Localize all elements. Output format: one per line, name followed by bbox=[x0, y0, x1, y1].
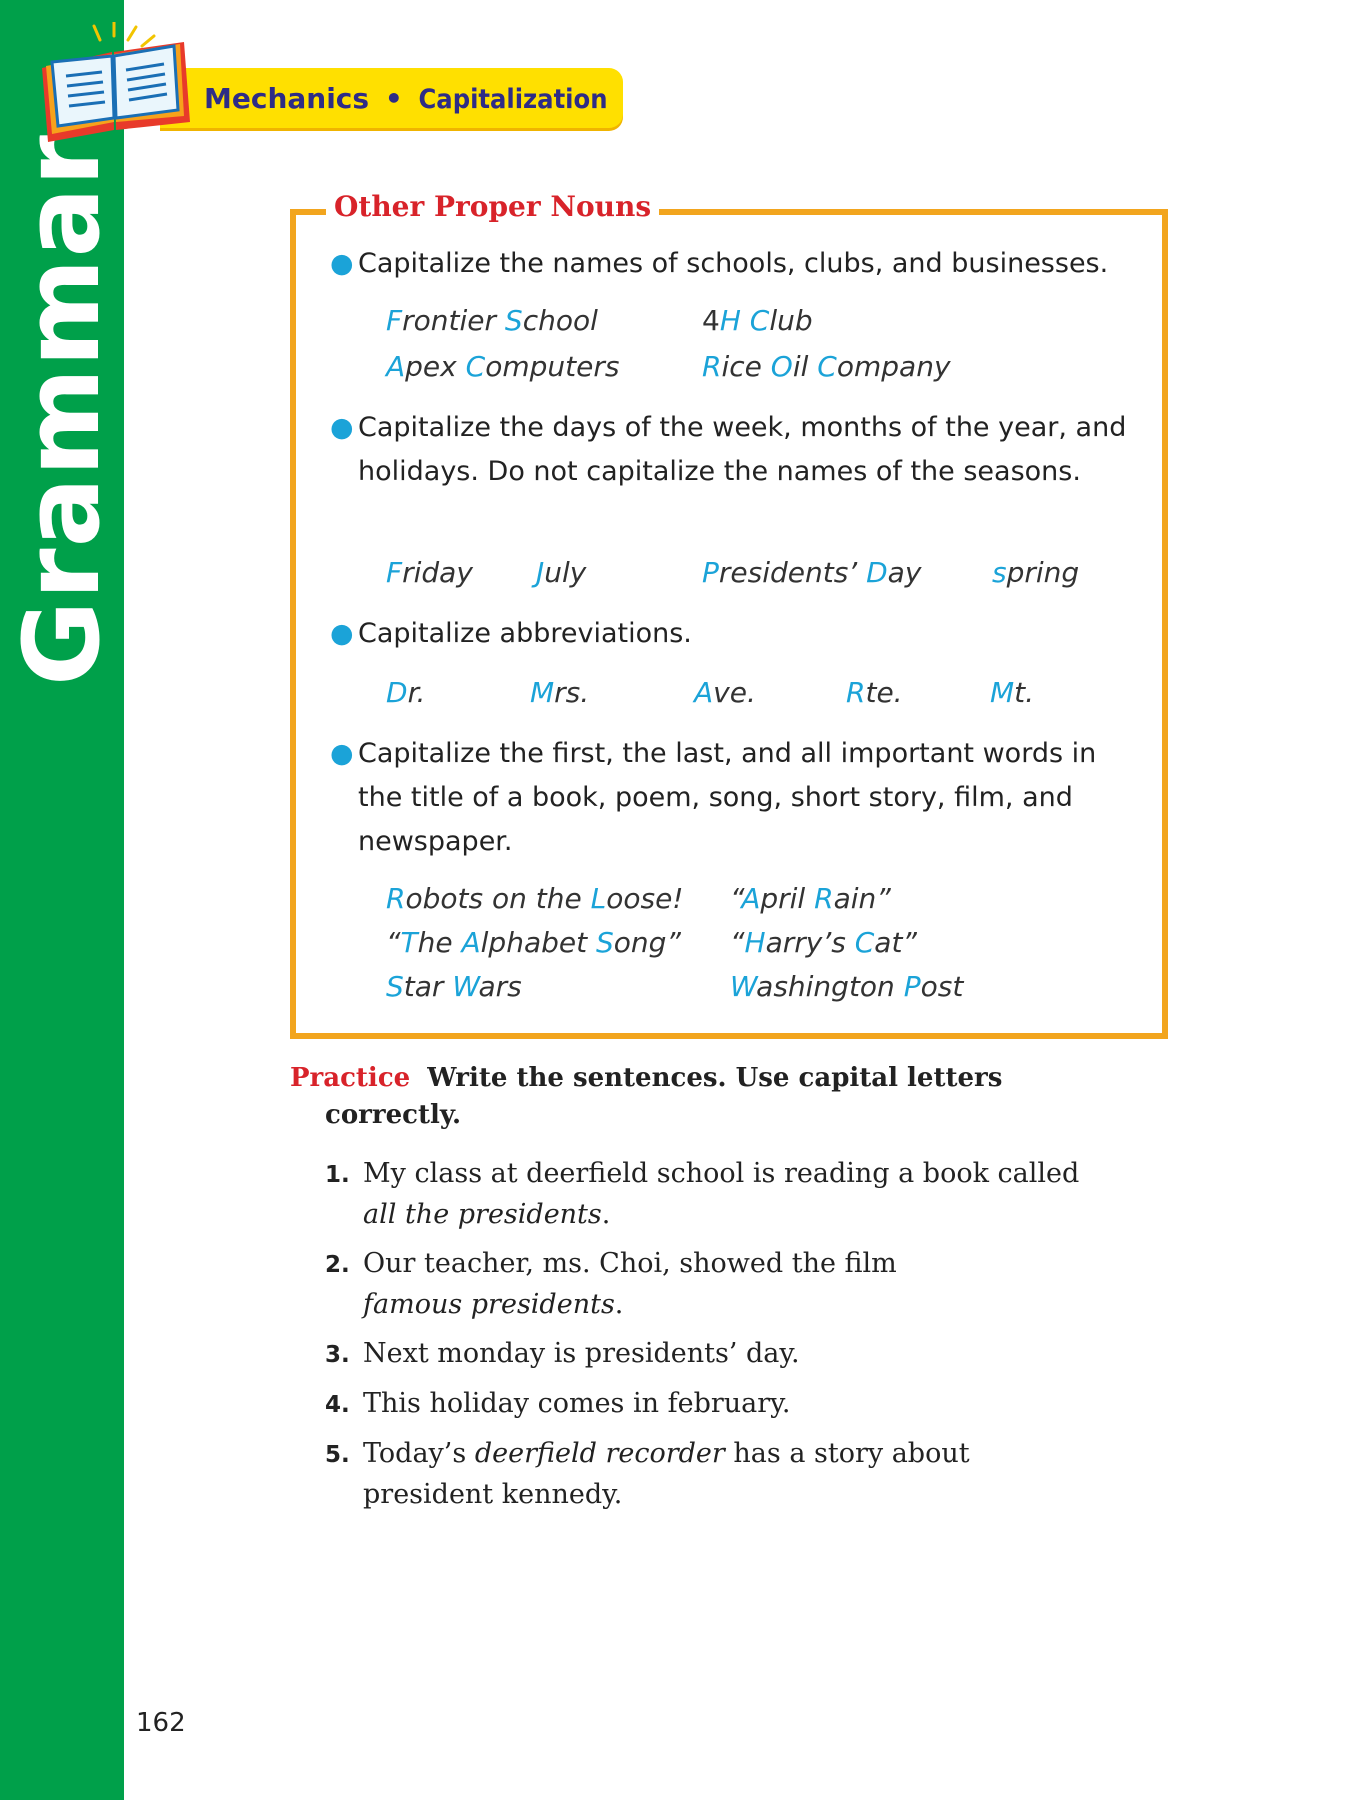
example-april-rain: “April Rain” bbox=[730, 882, 891, 915]
open-book-icon bbox=[34, 22, 194, 146]
example-rte: Rte. bbox=[846, 676, 903, 709]
practice-instruction-cont: correctly. bbox=[325, 1100, 462, 1130]
rule-3: ● Capitalize abbreviations. bbox=[330, 612, 1130, 656]
sidebar bbox=[0, 0, 124, 1800]
rule-2: ● Capitalize the days of the week, months of the year, and holidays. Do not capitalize the names of the seasons. bbox=[330, 406, 1130, 494]
practice-item-4: 4. This holiday comes in february. bbox=[325, 1388, 791, 1419]
example-mt: Mt. bbox=[990, 676, 1035, 709]
practice-instruction: Write the sentences. Use capital letters bbox=[427, 1063, 1003, 1093]
header-section: Mechanics bbox=[204, 82, 370, 115]
example-mrs: Mrs. bbox=[530, 676, 590, 709]
example-harrys-cat: “Harry’s Cat” bbox=[730, 926, 917, 959]
practice-heading bbox=[290, 1063, 1002, 1093]
practice-item-1: 1. My class at deerfield school is reading a book called all the presidents. bbox=[325, 1158, 1080, 1230]
example-alphabet-song: “The Alphabet Song” bbox=[386, 926, 681, 959]
example-july: July bbox=[536, 556, 587, 589]
example-ave: Ave. bbox=[694, 676, 756, 709]
practice-label: Practice bbox=[290, 1063, 411, 1093]
header-separator: • bbox=[384, 82, 403, 115]
practice-item-3: 3. Next monday is presidents’ day. bbox=[325, 1338, 800, 1369]
practice-item-5: 5. Today’s deerfield recorder has a story about president kennedy. bbox=[325, 1438, 970, 1510]
example-4h-club: 4H Club bbox=[702, 304, 813, 337]
bullet-icon: ● bbox=[330, 248, 354, 279]
box-title: Other Proper Nouns bbox=[326, 190, 659, 223]
example-apex-computers: Apex Computers bbox=[386, 350, 620, 383]
example-presidents-day: Presidents’ Day bbox=[702, 556, 922, 589]
bullet-icon: ● bbox=[330, 412, 354, 443]
example-washington-post: Washington Post bbox=[730, 970, 964, 1003]
practice-item-2: 2. Our teacher, ms. Choi, showed the film famous presidents. bbox=[325, 1248, 897, 1320]
example-star-wars: Star Wars bbox=[386, 970, 522, 1003]
rule-1: ● Capitalize the names of schools, clubs, and businesses. bbox=[330, 242, 1130, 286]
page-number: 162 bbox=[136, 1708, 186, 1738]
rule-4: ● Capitalize the first, the last, and all important words in the title of a book, poem, song, short story, film, and newspaper. bbox=[330, 732, 1130, 864]
sidebar-title: Grammar bbox=[1, 133, 123, 687]
example-friday: Friday bbox=[386, 556, 473, 589]
header-text bbox=[204, 82, 607, 115]
header-topic: Capitalization bbox=[418, 84, 608, 115]
example-robots-on-the-loose: Robots on the Loose! bbox=[386, 882, 684, 915]
example-rice-oil-company: Rice Oil Company bbox=[702, 350, 951, 383]
example-spring: spring bbox=[992, 556, 1080, 589]
example-dr: Dr. bbox=[386, 676, 426, 709]
bullet-icon: ● bbox=[330, 618, 354, 649]
example-frontier-school: Frontier School bbox=[386, 304, 598, 337]
bullet-icon: ● bbox=[330, 738, 354, 769]
